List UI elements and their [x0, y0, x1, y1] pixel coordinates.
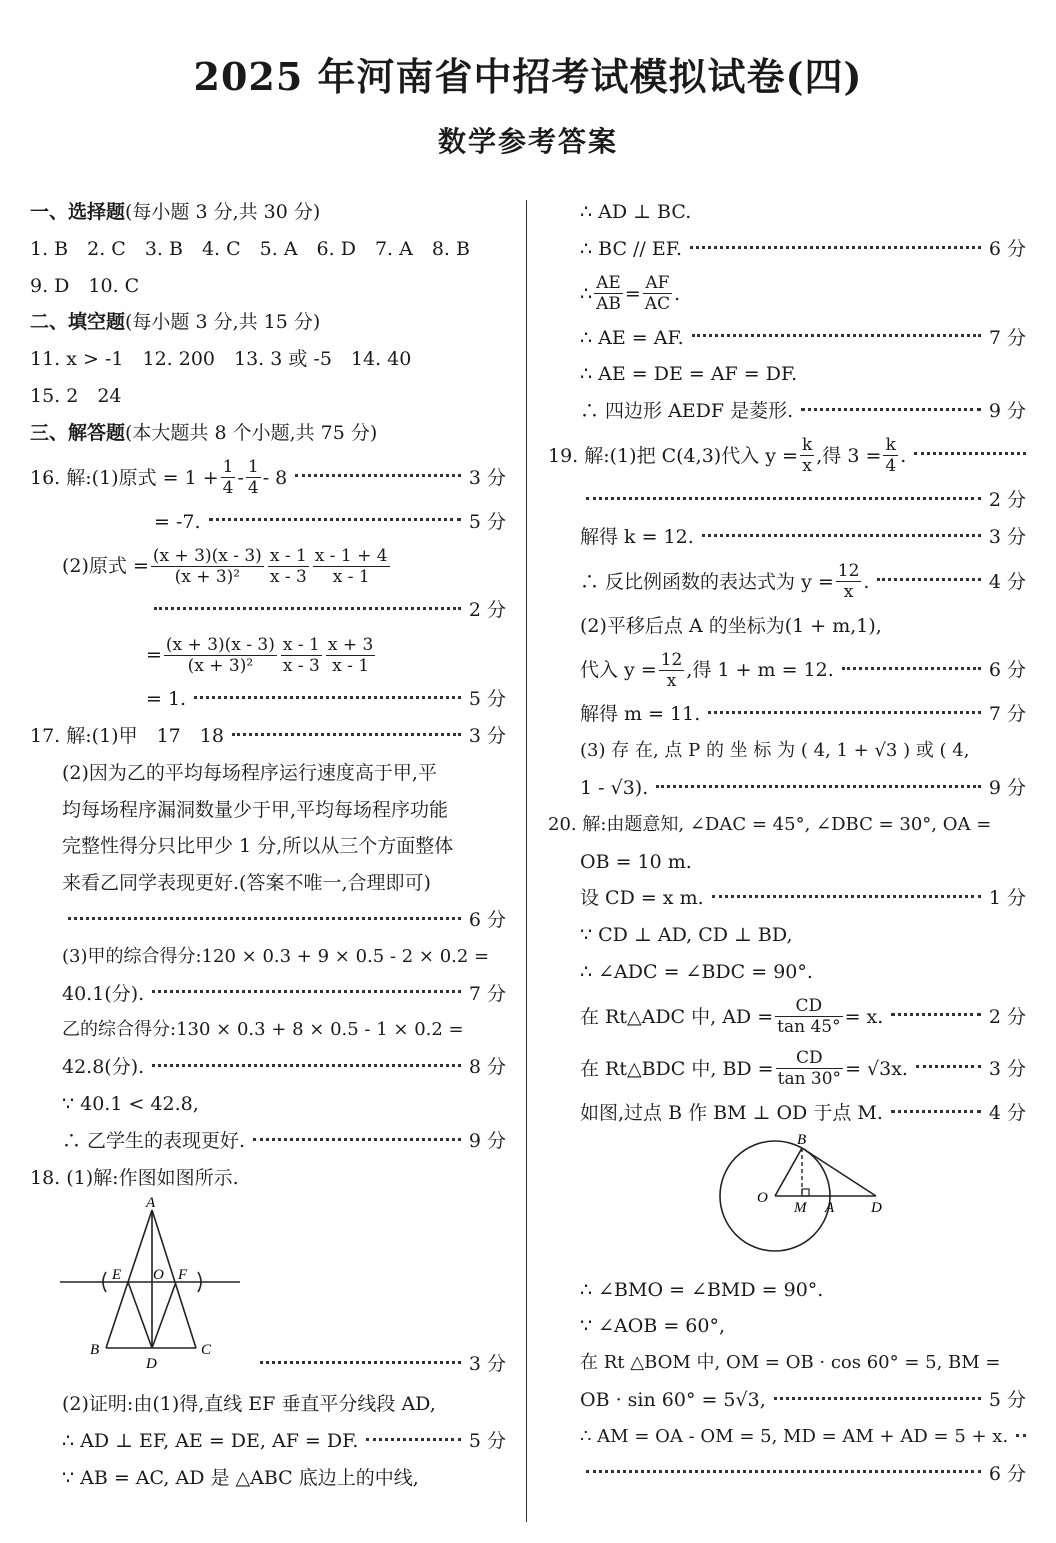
q18-line-2: [30, 1386, 506, 1423]
q17-line-4: [30, 828, 506, 865]
solution-text: ,得 1 + m = 12.: [686, 659, 834, 682]
solution-text: ,得 3 =: [816, 444, 882, 467]
denominator: x: [802, 456, 812, 477]
q19-line-3: [548, 519, 1026, 556]
choice-answers-2: [30, 268, 506, 305]
q19-line-8: [548, 733, 1026, 770]
score-label: 9 分: [988, 776, 1026, 799]
fraction: [594, 273, 623, 314]
solution-text: 在 Rt △BOM 中, OM = OB · cos 60° = 5, BM =: [580, 1352, 1001, 1374]
q16-line-6: [30, 681, 506, 718]
section-2-heading: [30, 304, 506, 341]
denominator: x: [666, 670, 677, 691]
score-label: 6 分: [988, 1462, 1026, 1485]
denominator: tan 30°: [777, 1069, 842, 1090]
solution-text: 均每场程序漏洞数量少于甲,平均每场程序功能: [62, 798, 449, 821]
solution-text: ∵ 40.1 < 42.8,: [62, 1092, 199, 1115]
leader-dots: [152, 1064, 461, 1067]
q20-line-2: [548, 844, 1026, 881]
score-label: 4 分: [988, 1101, 1026, 1124]
score-label: 8 分: [468, 1056, 506, 1079]
leader-dots: [702, 534, 981, 537]
fraction: [268, 546, 309, 587]
q20-line-9: [548, 1272, 1026, 1309]
label-f: F: [178, 1267, 188, 1284]
leader-dots: [801, 408, 981, 411]
label-m: M: [794, 1199, 807, 1216]
q16-line-3: [30, 540, 506, 592]
answer-text: 11. x > -1 12. 200 13. 3 或 -5 14. 40: [30, 348, 412, 371]
leader-dots: [891, 1013, 981, 1016]
q17-line-6: [30, 902, 506, 939]
leader-dots: [586, 1470, 981, 1473]
segment-ob: [775, 1148, 802, 1196]
solution-text: 20. 解:由题意知, ∠DAC = 45°, ∠DBC = 30°, OA =: [548, 813, 992, 835]
leader-dots: [692, 334, 981, 337]
denominator: x - 3: [269, 566, 307, 587]
score-label: 7 分: [468, 982, 506, 1005]
q18-line-5: [548, 194, 1026, 231]
section-3-note: (本大题共 8 个小题,共 75 分): [125, 421, 378, 444]
denominator: x: [843, 582, 854, 603]
leader-dots: [842, 667, 981, 670]
solution-text: 19. 解:(1)把 C(4,3)代入 y =: [548, 444, 798, 467]
right-column: [548, 194, 1026, 1492]
leader-dots: [774, 1397, 981, 1400]
denominator: x - 3: [282, 655, 320, 676]
denominator: 4: [885, 456, 897, 477]
q17-line-7: [30, 939, 506, 976]
section-1-note: (每小题 3 分,共 30 分): [125, 201, 321, 223]
score-label: 9 分: [468, 1129, 506, 1152]
solution-text: 在 Rt△ADC 中, AD =: [580, 1005, 774, 1028]
solution-text: - 8: [262, 466, 288, 489]
column-divider: [526, 200, 527, 1522]
leader-dots: [295, 474, 461, 477]
solution-text: ∴ 四边形 AEDF 是菱形.: [580, 400, 794, 423]
fill-answers-2: [30, 378, 506, 415]
solution-text: ∵ ∠AOB = 60°,: [580, 1315, 726, 1338]
q20-line-7: [548, 1043, 1026, 1095]
fraction: [883, 435, 898, 476]
leader-dots: [891, 1110, 981, 1113]
denominator: 4: [247, 478, 259, 499]
q19-line-7: [548, 696, 1026, 733]
q18-line-7: [548, 268, 1026, 320]
solution-text: ∴ AD ⊥ EF, AE = DE, AF = DF.: [62, 1430, 359, 1453]
leader-dots: [708, 711, 981, 714]
q20-line-1: [548, 807, 1026, 844]
q18-line-9: [548, 356, 1026, 393]
right-angle-mark: [802, 1189, 809, 1196]
leader-dots: [253, 1138, 461, 1141]
page-subtitle: 数学参考答案: [437, 125, 618, 158]
leader-dots: [152, 990, 461, 993]
score-label: 7 分: [988, 703, 1026, 726]
solution-text: 解得 m = 11.: [580, 703, 701, 726]
denominator: 4: [222, 478, 234, 499]
solution-text: ∵ AB = AC, AD 是 △ABC 底边上的中线,: [62, 1466, 419, 1489]
numerator: (x + 3)(x - 3): [165, 634, 275, 655]
q18-line-10: [548, 393, 1026, 430]
solution-text: 42.8(分).: [62, 1056, 145, 1079]
q20-line-12: [548, 1382, 1026, 1419]
solution-text: (2)原式 =: [62, 555, 149, 578]
numerator: 12: [837, 561, 860, 582]
section-3-title: 三、解答题: [30, 421, 126, 444]
numerator: x - 1: [282, 634, 320, 655]
score-label: 3 分: [988, 1057, 1026, 1080]
denominator: x - 1: [332, 655, 370, 676]
score-label: 4 分: [988, 570, 1026, 593]
solution-text: 乙的综合得分:130 × 0.3 + 8 × 0.5 - 1 × 0.2 =: [62, 1019, 464, 1041]
section-2-note: (每小题 3 分,共 15 分): [125, 311, 321, 334]
solution-text: = 1.: [146, 688, 187, 711]
section-3-heading: [30, 415, 506, 452]
leader-dots: [232, 733, 461, 736]
q17-line-8: [30, 976, 506, 1013]
q20-line-13: [548, 1419, 1026, 1456]
solution-text: 代入 y =: [580, 659, 657, 682]
choice-answers-1: [30, 231, 506, 268]
solution-text: 18. (1)解:作图如图所示.: [30, 1166, 239, 1189]
solution-text: 17. 解:(1)甲 17 18: [30, 724, 224, 747]
label-o: O: [153, 1267, 164, 1284]
circle-tangent-diagram: [713, 1132, 913, 1262]
answer-text: 1. B 2. C 3. B 4. C 5. A 6. D 7. A 8. B: [30, 237, 470, 260]
fraction: [151, 546, 264, 587]
leader-dots: [914, 452, 1026, 455]
q16-line-1: [30, 452, 506, 504]
q19-line-1: [548, 430, 1026, 482]
fraction: [836, 561, 862, 602]
label-e: E: [112, 1267, 122, 1284]
q18-line-8: [548, 320, 1026, 357]
score-label: 5 分: [468, 510, 506, 533]
numerator: AE: [594, 273, 623, 294]
page-title: 2025 年河南省中招考试模拟试卷(四): [193, 54, 863, 99]
segment-ed: [128, 1282, 152, 1348]
fraction: [326, 635, 375, 676]
denominator: x - 1: [332, 566, 370, 587]
solution-text: 解得 k = 12.: [580, 525, 694, 548]
leader-dots: [586, 497, 981, 500]
solution-text: (3) 存 在, 点 P 的 坐 标 为 ( 4, 1 + √3 ) 或 ( 4,: [580, 740, 970, 762]
q19-line-6: [548, 644, 1026, 696]
numerator: (x + 3)(x - 3): [152, 545, 262, 566]
q20-line-14: [548, 1456, 1026, 1493]
q17-line-5: [30, 865, 506, 902]
score-label: 3 分: [468, 466, 506, 489]
numerator: CD: [775, 996, 842, 1017]
solution-text: (3)甲的综合得分:120 × 0.3 + 9 × 0.5 - 2 × 0.2 =: [62, 945, 490, 967]
denominator: (x + 3)²: [187, 655, 254, 676]
solution-text: 40.1(分).: [62, 982, 145, 1005]
section-1-heading: [30, 194, 506, 231]
solution-text: .: [863, 570, 870, 593]
solution-text: = √3x.: [845, 1057, 908, 1080]
fraction: [776, 1048, 843, 1089]
fraction: [246, 457, 261, 498]
fraction: [659, 650, 685, 691]
score-label: 1 分: [988, 887, 1026, 910]
operator: =: [624, 282, 641, 305]
solution-text: ∴ ∠ADC = ∠BDC = 90°.: [580, 960, 813, 983]
q19-line-9: [548, 770, 1026, 807]
solution-text: ∴ 反比例函数的表达式为 y =: [580, 570, 834, 593]
score-label: 3 分: [988, 525, 1026, 548]
q16-line-2: [30, 504, 506, 541]
q18-line-3: [30, 1423, 506, 1460]
q20-line-10: [548, 1308, 1026, 1345]
solution-text: 如图,过点 B 作 BM ⊥ OD 于点 M.: [580, 1101, 883, 1124]
q20-line-3: [548, 880, 1026, 917]
label-a: A: [146, 1196, 156, 1212]
leader-dots: [209, 518, 461, 521]
score-label: 6 分: [468, 908, 506, 931]
answer-text: 9. D 10. C: [30, 274, 140, 297]
score-label: 3 分: [468, 1353, 506, 1376]
q18-line-1: [30, 1160, 506, 1197]
label-o: O: [757, 1189, 768, 1206]
solution-text: ∴ AE = AF.: [580, 326, 684, 349]
leader-dots: [916, 1065, 981, 1068]
q18-line-6: [548, 231, 1026, 268]
leader-dots: [366, 1438, 460, 1441]
score-label: 5 分: [468, 1430, 506, 1453]
leader-dots: [68, 917, 461, 920]
score-label: 5 分: [988, 1388, 1026, 1411]
solution-text: OB · sin 60° = 5√3,: [580, 1388, 766, 1411]
solution-text: 来看乙同学表现更好.(答案不唯一,合理即可): [62, 872, 431, 895]
q18-line-4: [30, 1460, 506, 1497]
solution-text: = x.: [844, 1005, 884, 1028]
label-d: D: [871, 1199, 882, 1216]
numerator: x - 1 + 4: [314, 545, 388, 566]
score-label: 2 分: [988, 488, 1026, 511]
fraction: [775, 996, 842, 1037]
fraction: [313, 546, 390, 587]
leader-dots: [690, 246, 981, 249]
leader-dots: [194, 696, 461, 699]
numerator: k: [801, 435, 813, 456]
segment-fd: [152, 1282, 176, 1348]
q19-line-2: [548, 482, 1026, 519]
label-b: B: [90, 1342, 100, 1359]
solution-text: ∴ ∠BMO = ∠BMD = 90°.: [580, 1278, 824, 1301]
q20-line-5: [548, 954, 1026, 991]
solution-text: (2)因为乙的平均每场程序运行速度高于甲,平: [62, 761, 437, 784]
label-d: D: [146, 1356, 157, 1373]
q17-line-3: [30, 792, 506, 829]
numerator: x - 1: [269, 545, 307, 566]
q20-line-8: [548, 1095, 1026, 1132]
q17-line-1: [30, 718, 506, 755]
fraction: [164, 635, 277, 676]
label-a: A: [825, 1199, 835, 1216]
numerator: CD: [776, 1048, 843, 1069]
q18-figure: [30, 1196, 506, 1386]
score-label: 5 分: [468, 688, 506, 711]
solution-text: (2)证明:由(1)得,直线 EF 垂直平分线段 AD,: [62, 1393, 436, 1416]
answer-text: 15. 2 24: [30, 384, 122, 407]
solution-text: ∴ AD ⊥ BC.: [580, 201, 692, 223]
solution-text: OB = 10 m.: [580, 850, 692, 873]
leader-dots: [154, 607, 461, 610]
fraction: [221, 457, 236, 498]
label-c: C: [201, 1342, 212, 1359]
q17-line-2: [30, 755, 506, 792]
solution-text: = -7.: [154, 510, 201, 533]
solution-text: ∴ AM = OA - OM = 5, MD = AM + AD = 5 + x.: [580, 1425, 1009, 1447]
fill-answers-1: [30, 341, 506, 378]
q20-line-6: [548, 991, 1026, 1043]
score-label: 7 分: [988, 326, 1026, 349]
numerator: 1: [247, 457, 259, 478]
numerator: 12: [660, 649, 683, 670]
solution-text: 在 Rt△BDC 中, BD =: [580, 1057, 774, 1080]
solution-text: ∴: [580, 282, 593, 305]
segment-bd: [802, 1148, 876, 1196]
q20-line-4: [548, 917, 1026, 954]
leader-dots: [260, 1361, 461, 1364]
q19-line-5: [548, 608, 1026, 645]
operator: -: [237, 466, 244, 489]
numerator: k: [883, 435, 898, 456]
score-label: 2 分: [988, 1005, 1026, 1028]
solution-text: ∴ 乙学生的表现更好.: [62, 1129, 246, 1152]
label-b: B: [797, 1131, 807, 1148]
score-label: 6 分: [988, 237, 1026, 260]
q20-figure: [548, 1132, 1026, 1272]
solution-text: ∴ AE = DE = AF = DF.: [580, 363, 798, 386]
score-label: 2 分: [468, 599, 506, 622]
q16-line-4: [30, 592, 506, 629]
denominator: AC: [644, 294, 671, 315]
rhombus-construction-diagram: [60, 1196, 250, 1376]
denominator: AB: [596, 294, 621, 315]
q19-line-4: [548, 556, 1026, 608]
numerator: 1: [222, 457, 234, 478]
solution-text: 1 - √3).: [580, 776, 649, 799]
fraction: [281, 635, 322, 676]
q18-figure-score: [260, 1346, 506, 1383]
leader-dots: [656, 785, 981, 788]
section-2-title: 二、填空题: [30, 311, 126, 334]
solution-text: ∵ CD ⊥ AD, CD ⊥ BD,: [580, 924, 793, 947]
q17-line-12: [30, 1123, 506, 1160]
solution-text: 完整性得分只比甲少 1 分,所以从三个方面整体: [62, 835, 454, 858]
q17-line-10: [30, 1049, 506, 1086]
solution-text: ∴ BC // EF.: [580, 237, 682, 260]
solution-text: (2)平移后点 A 的坐标为(1 + m,1),: [580, 614, 882, 637]
left-column: [30, 194, 506, 1497]
solution-text: 16. 解:(1)原式 = 1 +: [30, 466, 219, 489]
section-1-title: 一、选择题: [30, 201, 126, 223]
q17-line-11: [30, 1086, 506, 1123]
numerator: x + 3: [327, 634, 374, 655]
denominator: tan 45°: [777, 1017, 841, 1038]
q17-line-9: [30, 1012, 506, 1049]
leader-dots: [712, 895, 981, 898]
numerator: AF: [643, 273, 672, 294]
leader-dots: [877, 578, 980, 581]
q16-line-5: [30, 629, 506, 681]
solution-text: 设 CD = x m.: [580, 887, 704, 910]
leader-dots: [1016, 1434, 1026, 1437]
solution-text: =: [146, 644, 162, 667]
score-label: 9 分: [988, 400, 1026, 423]
solution-text: .: [674, 282, 681, 305]
score-label: 3 分: [468, 724, 506, 747]
fraction: [800, 435, 814, 476]
solution-text: .: [900, 444, 907, 467]
q20-line-11: [548, 1345, 1026, 1382]
denominator: (x + 3)²: [174, 566, 241, 587]
score-label: 6 分: [988, 659, 1026, 682]
fraction: [643, 273, 672, 314]
